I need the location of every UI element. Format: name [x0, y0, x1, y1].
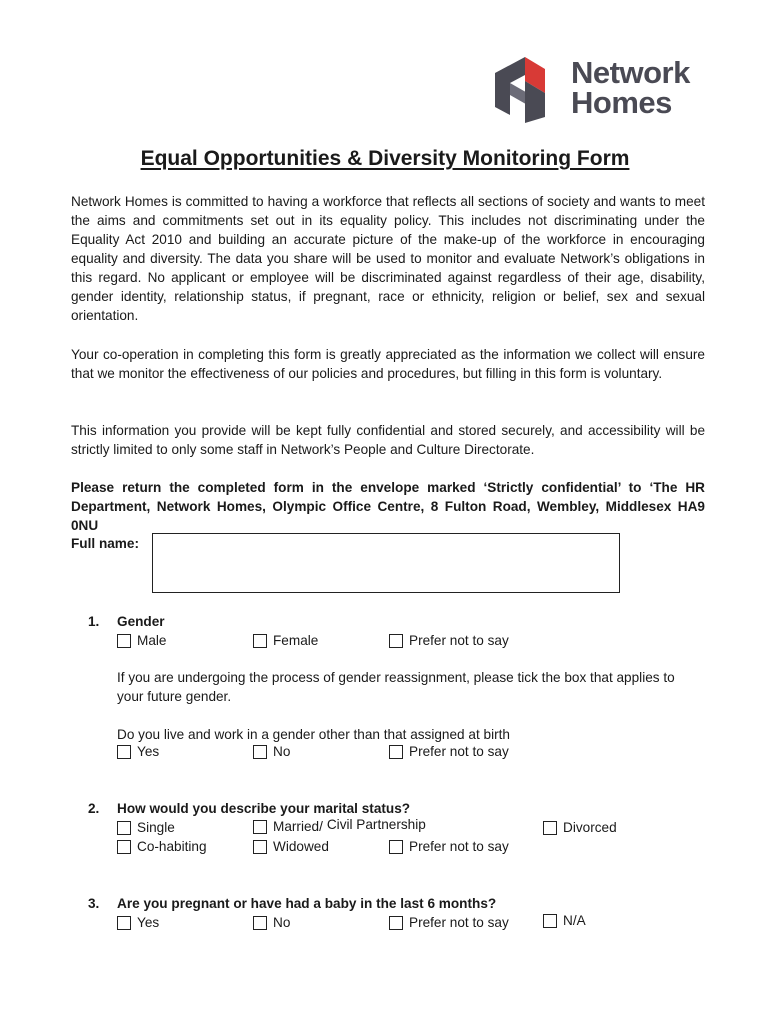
q2-option-widowed[interactable] — [253, 839, 329, 854]
option-label: No — [273, 915, 291, 930]
intro-paragraph-1: Network Homes is committed to having a workforce that reflects all sections of society and wants to meet the aims and commitments set out in its equality policy. This includes not discriminating under the Equality Act 2010 and building an accurate picture of the make-up of the workforce in encouraging equality and diversity. The data you share will be used to monitor and evaluate Network’s obligations in this regard. No applicant or employee will be discriminated against regardless of their age, disability, gender identity, relationship status, if pregnant, race or ethnicity, religion or belief, sex and sexual orientation. — [71, 194, 705, 323]
full-name-label: Full name: — [71, 536, 139, 551]
q1-option-prefer-not[interactable] — [389, 633, 509, 648]
checkbox[interactable] — [253, 634, 267, 648]
checkbox[interactable] — [117, 821, 131, 835]
q3-number: 3. — [88, 896, 100, 911]
return-instructions: Please return the completed form in the envelope marked ‘Strictly confidential’ to ‘The HR Department, Network Homes, Olympic Office Centre, 8 Fulton Road, Wembley, Middlesex HA9 0NU — [71, 480, 705, 533]
checkbox[interactable] — [117, 916, 131, 930]
checkbox[interactable] — [389, 916, 403, 930]
q1-sub-option-yes[interactable] — [117, 744, 159, 759]
q2-option-prefer-not[interactable] — [389, 839, 509, 854]
checkbox[interactable] — [117, 840, 131, 854]
logo-line-1: Network — [571, 55, 690, 90]
option-label: Prefer not to say — [409, 744, 509, 759]
option-label: Married/ — [273, 819, 323, 834]
checkbox[interactable] — [253, 916, 267, 930]
option-label: Divorced — [563, 820, 617, 835]
option-label: Yes — [137, 744, 160, 759]
option-label: No — [273, 744, 291, 759]
option-label: Male — [137, 633, 167, 648]
checkbox[interactable] — [117, 745, 131, 759]
checkbox[interactable] — [389, 840, 403, 854]
q3-option-prefer-not[interactable] — [389, 915, 509, 930]
option-label: Yes — [137, 915, 160, 930]
checkbox[interactable] — [543, 821, 557, 835]
q1-title: Gender — [117, 614, 165, 629]
logo-line-2: Homes — [571, 85, 672, 120]
q2-option-married[interactable] — [253, 819, 426, 834]
q1-option-female[interactable] — [253, 633, 318, 648]
option-label: Single — [137, 820, 175, 835]
q3-option-na[interactable] — [543, 913, 586, 928]
option-label: Widowed — [273, 839, 329, 854]
checkbox[interactable] — [389, 745, 403, 759]
option-label: Co-habiting — [137, 839, 207, 854]
q3-option-yes[interactable] — [117, 915, 159, 930]
checkbox[interactable] — [543, 914, 557, 928]
checkbox[interactable] — [253, 820, 267, 834]
full-name-field[interactable] — [152, 533, 620, 593]
q1-reassignment-note: If you are undergoing the process of gender reassignment, please tick the box that applies to your future gender. — [117, 670, 675, 704]
q1-option-male[interactable] — [117, 633, 166, 648]
option-label: Prefer not to say — [409, 839, 509, 854]
q1-number: 1. — [88, 614, 100, 629]
option-label: N/A — [563, 913, 586, 928]
q3-option-no[interactable] — [253, 915, 290, 930]
q2-title: How would you describe your marital status? — [117, 801, 411, 816]
q2-number: 2. — [88, 801, 100, 816]
option-label: Prefer not to say — [409, 633, 509, 648]
checkbox[interactable] — [117, 634, 131, 648]
q2-option-cohabiting[interactable] — [117, 839, 207, 854]
q1-sub-option-no[interactable] — [253, 744, 290, 759]
form-title: Equal Opportunities & Diversity Monitoring Form — [140, 147, 630, 170]
q1-sub-option-prefer-not[interactable] — [389, 744, 509, 759]
intro-paragraph-3: This information you provide will be kept fully confidential and stored securely, and accessibility will be strictly limited to only some staff in Network’s People and Culture Directorate. — [71, 423, 705, 457]
checkbox[interactable] — [389, 634, 403, 648]
q2-option-divorced[interactable] — [543, 820, 617, 835]
intro-paragraph-2: Your co-operation in completing this form is greatly appreciated as the information we collect will ensure that we monitor the effectiveness of our policies and procedures, but filling in this form is voluntary. — [71, 347, 705, 381]
logo-wordmark — [571, 55, 690, 120]
checkbox[interactable] — [253, 840, 267, 854]
option-label: Prefer not to say — [409, 915, 509, 930]
checkbox[interactable] — [253, 745, 267, 759]
q2-option-single[interactable] — [117, 820, 175, 835]
q3-title: Are you pregnant or have had a baby in the last 6 months? — [117, 896, 497, 911]
option-label-extra: Civil Partnership — [326, 817, 426, 832]
q1-sub-question: Do you live and work in a gender other than that assigned at birth — [117, 727, 510, 742]
option-label: Female — [273, 633, 319, 648]
